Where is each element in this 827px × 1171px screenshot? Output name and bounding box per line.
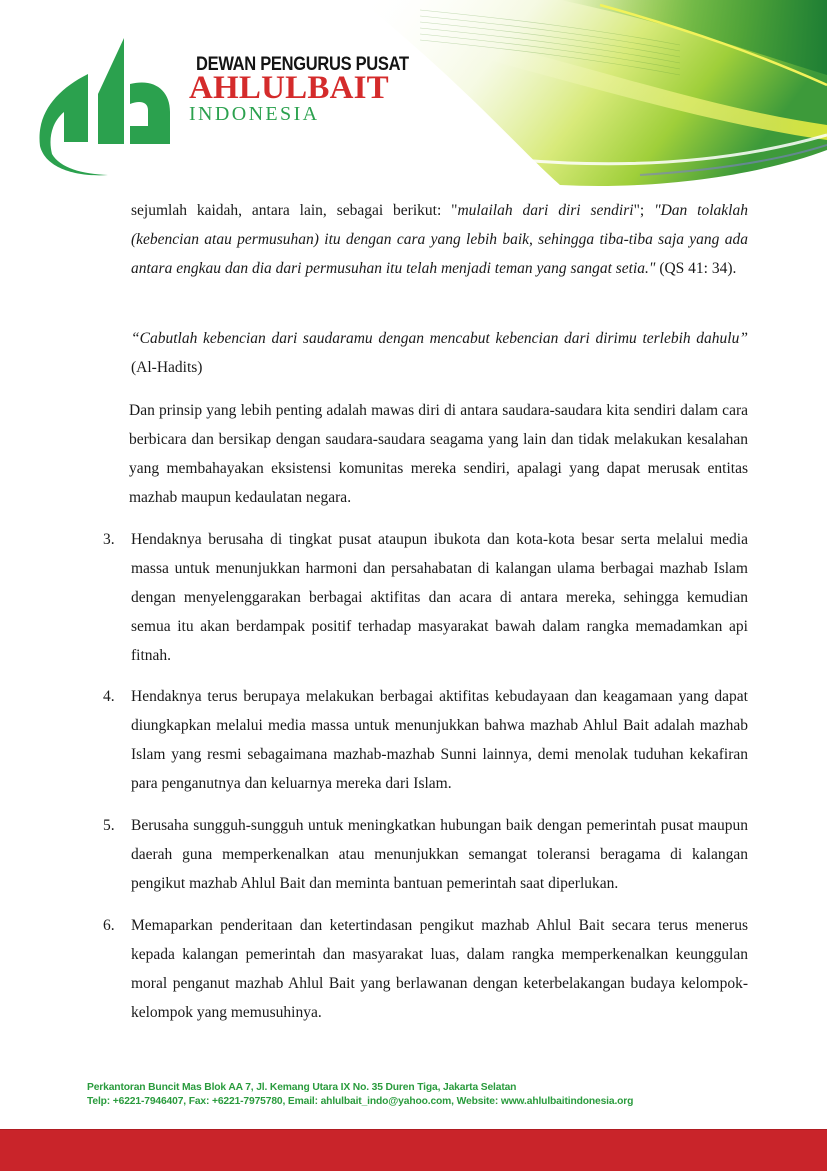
list-item-text: Memaparkan penderitaan dan ketertindasan pengikut mazhab Ahlul Bait secara terus menerus kepada kalangan pemerintah dan masyarakat luas, dalam rangka memperkenalkan keunggulan moral penganut mazhab Ahlul Bait yang berlawanan dengan keterbelakangan budaya kelompok-kelompok yang memusuhinya. [131,917,748,1021]
list-item-number: 4. [103,688,115,705]
letterhead [0,0,827,195]
list-item-text: Hendaknya berusaha di tingkat pusat ataupun ibukota dan kota-kota besar serta melalui media massa untuk menunjukkan harmoni dan persahabatan di kalangan ulama berbagai mazhab Islam dengan menyelenggarakan berbagai aktifitas dan acara di antara mereka, sehingga kemudian semua itu akan berdampak positif terhadap masyarakat bawah dalam rangka memadamkan api fitnah. [131,531,748,664]
org-parent-title: DEWAN PENGURUS PUSAT [196,54,409,75]
list-item-number: 6. [103,917,115,934]
footer-red-bar [0,1129,827,1171]
quran-quote: "Dan tolaklah (kebencian atau permusuhan) itu dengan cara yang lebih baik, sehingga tiba-tiba saja yang ada antara engkau dan dia dari permusuhan itu telah menjadi teman yang sangat setia." [131,202,748,277]
principle-paragraph: Dan prinsip yang lebih penting adalah mawas diri di antara saudara-saudara kita sendiri dalam cara berbicara dan bersikap dengan saudara-saudara seagama yang lain dan tidak melakukan kesalahan yang membahayakan eksistensi komunitas mereka sendiri, apalagi yang dapat merusak entitas mazhab maupun kedaulatan negara. [129,402,748,506]
intro-paragraph: sejumlah kaidah, antara lain, sebagai berikut: "mulailah dari diri sendiri"; "Dan tolaklah (kebencian atau permusuhan) itu dengan cara yang lebih baik, sehingga tiba-tiba saja yang ada antara engkau dan dia dari permusuhan itu telah menjadi teman yang sangat setia." (QS 41: 34). [131,202,748,277]
footer-contact: Telp: +6221-7946407, Fax: +6221-7975780, Email: ahlulbait_indo@yahoo.com, Website: www.ahlulbaitindonesia.org [87,1096,634,1107]
org-name: AHLULBAIT [189,70,389,106]
list-item-number: 3. [103,531,115,548]
hadith-quote: “Cabutlah kebencian dari saudaramu dengan mencabut kebencian dari dirimu terlebih dahulu” [131,330,748,347]
quran-citation: (QS 41: 34). [655,260,737,277]
hadith-paragraph [131,324,748,382]
org-country: INDONESIA [189,103,320,125]
list-item-number: 5. [103,817,115,834]
list-item-text: Berusaha sungguh-sungguh untuk meningkatkan hubungan baik dengan pemerintah pusat maupun daerah guna memperkenalkan atau menunjukkan semangat toleransi beragama di kalangan pengikut mazhab Ahlul Bait dan meminta bantuan pemerintah saat diperlukan. [131,817,748,892]
ahlulbait-logo-icon [36,34,176,176]
list-item-text: Hendaknya terus berupaya melakukan berbagai aktifitas kebudayaan dan keagamaan yang dapat diungkapkan melalui media massa untuk menunjukkan bahwa mazhab Ahlul Bait adalah mazhab Islam yang resmi sebagaimana mazhab-mazhab Sunni lainnya, demi menolak tuduhan kekafiran para penganutnya dan keluarnya mereka dari Islam. [131,688,748,792]
hadith-citation: (Al-Hadits) [131,359,203,376]
footer-address: Perkantoran Buncit Mas Blok AA 7, Jl. Kemang Utara IX No. 35 Duren Tiga, Jakarta Selatan [87,1082,517,1093]
quote-text: mulailah dari diri sendiri [457,202,634,219]
footer-contact-block [87,1081,633,1109]
